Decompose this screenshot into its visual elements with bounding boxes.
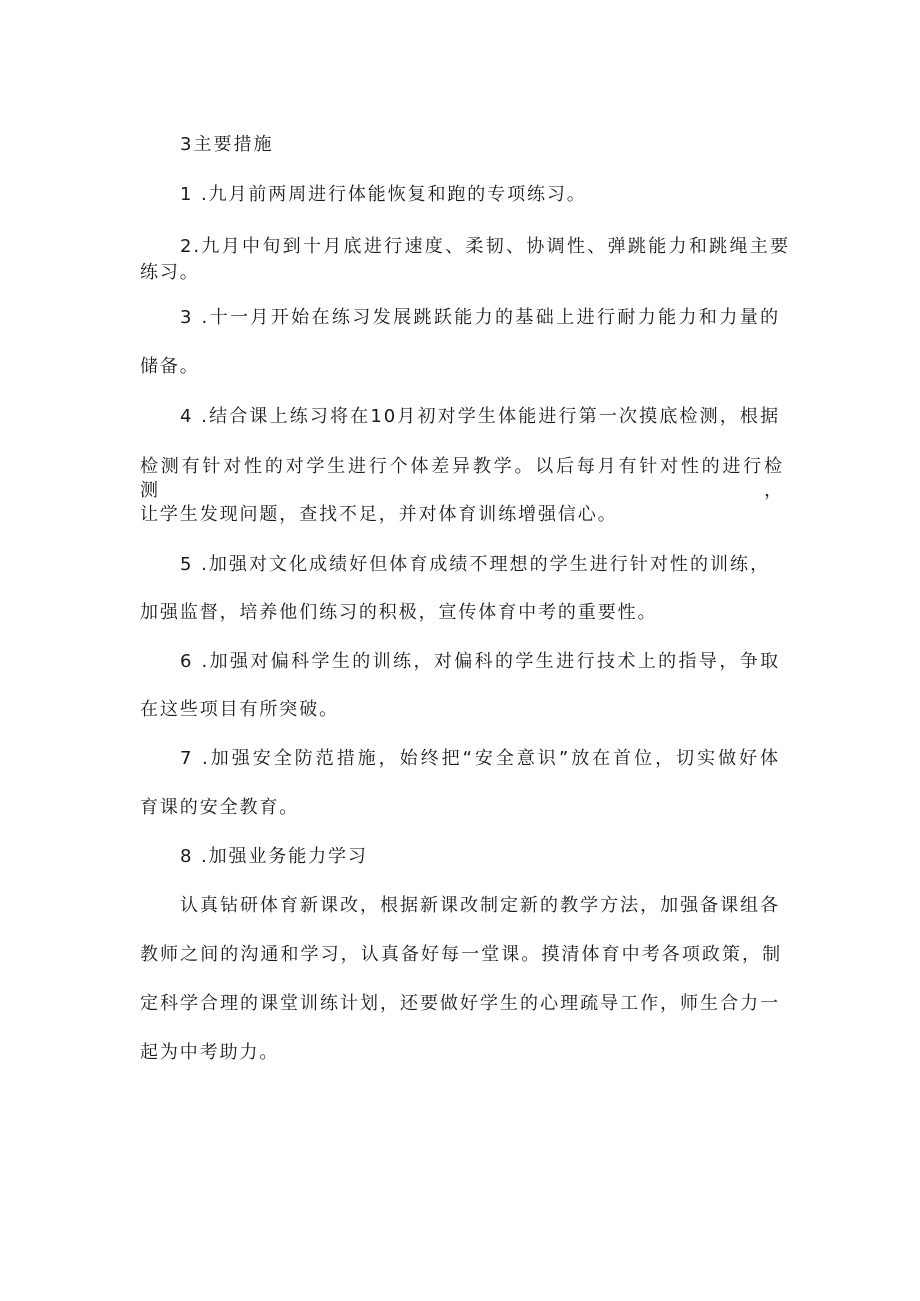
measure-7-line-1: 7 .加强安全防范措施，始终把“安全意识”放在首位，切实做好体 — [180, 748, 780, 769]
measure-3-line-1: 3 .十一月开始在练习发展跳跃能力的基础上进行耐力能力和力量的 — [180, 307, 780, 328]
closing-paragraph-line-3: 定科学合理的课堂训练计划，还要做好学生的心理疏导工作，师生合力一 — [140, 993, 780, 1014]
measure-4-line-1: 4 .结合课上练习将在10月初对学生体能进行第一次摸底检测，根据 — [180, 406, 780, 427]
measure-5-line-2: 加强监督，培养他们练习的积极，宣传体育中考的重要性。 — [140, 602, 658, 623]
measure-2-line-2: 练习。 — [140, 262, 200, 283]
closing-paragraph-line-1: 认真钻研体育新课改，根据新课改制定新的教学方法，加强备课组各 — [180, 895, 780, 916]
section-heading: 3主要措施 — [180, 134, 274, 155]
measure-6-line-1: 6 .加强对偏科学生的训练，对偏科的学生进行技术上的指导，争取 — [180, 651, 780, 672]
measure-2-line-1: 2.九月中旬到十月底进行速度、柔韧、协调性、弹跳能力和跳绳主要 — [180, 236, 790, 257]
closing-paragraph-line-2: 教师之间的沟通和学习，认真备好每一堂课。摸清体育中考各项政策，制 — [140, 944, 782, 965]
measure-1: 1 .九月前两周进行体能恢复和跑的专项练习。 — [180, 184, 587, 205]
measure-4-line-3: 让学生发现问题，查找不足，并对体育训练增强信心。 — [140, 504, 618, 525]
measure-8: 8 .加强业务能力学习 — [180, 846, 368, 867]
measure-5-line-1: 5 .加强对文化成绩好但体育成绩不理想的学生进行针对性的训练， — [180, 554, 770, 575]
closing-paragraph-line-4: 起为中考助力。 — [140, 1042, 280, 1063]
measure-6-line-2: 在这些项目有所突破。 — [140, 699, 339, 720]
measure-7-line-2: 育课的安全教育。 — [140, 797, 300, 818]
measure-4-line-2: 检测有针对性的对学生进行个体差异教学。以后每月有针对性的进行检测， — [140, 456, 784, 501]
measure-3-line-2: 储备。 — [140, 356, 200, 377]
